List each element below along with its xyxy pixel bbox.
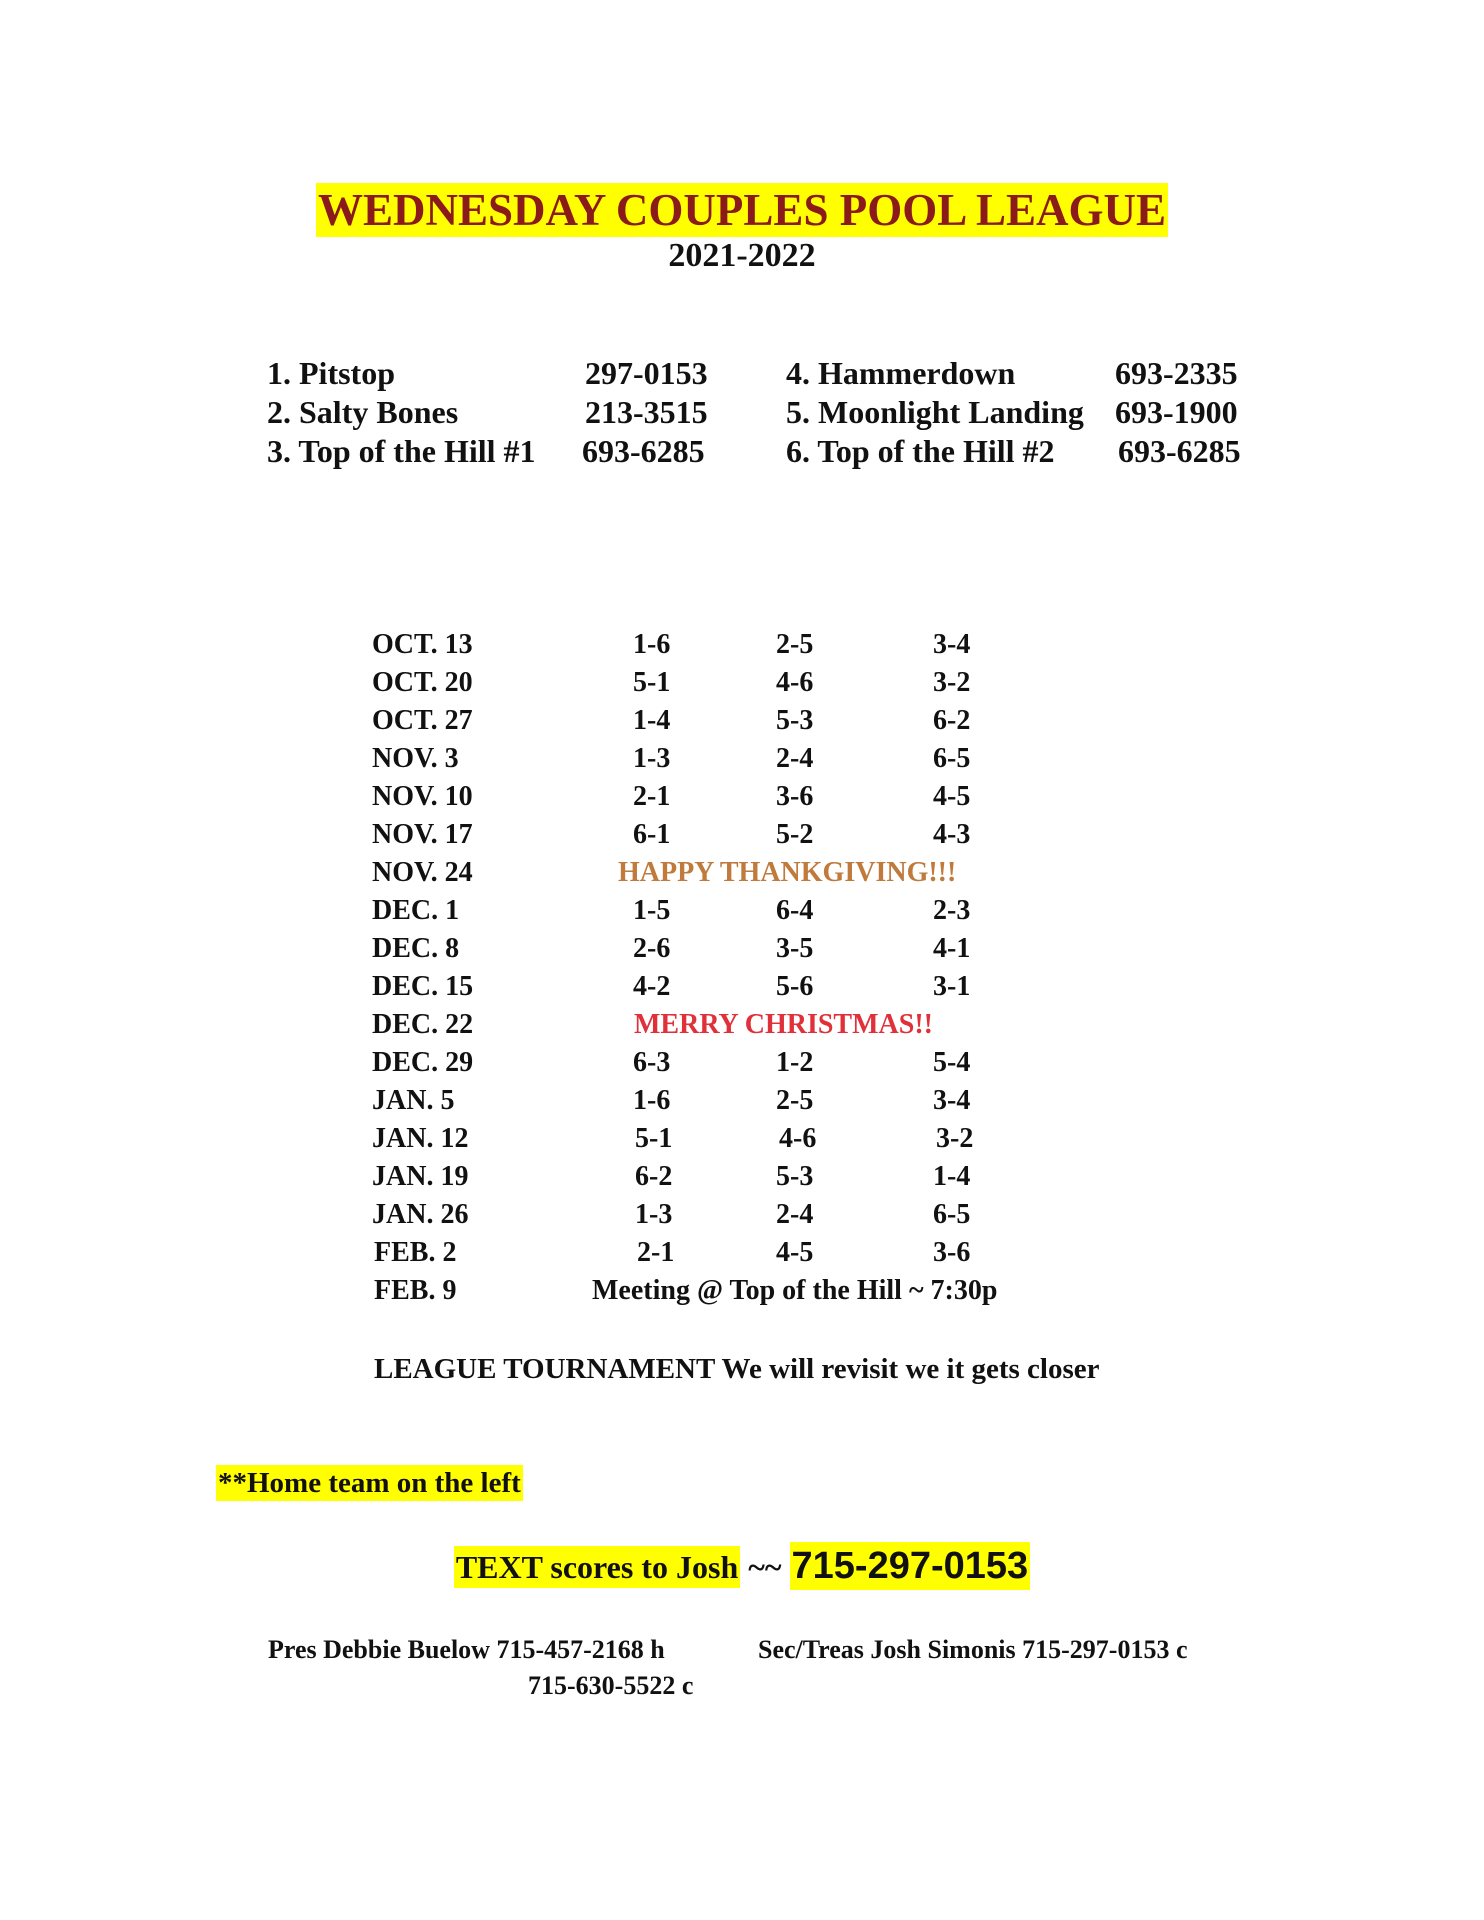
schedule-match: 6-3 (633, 1047, 671, 1078)
schedule-match: 3-6 (776, 781, 814, 812)
schedule-match: 2-3 (933, 895, 971, 926)
team-3-phone: 693-6285 (582, 433, 705, 469)
schedule-match: 1-6 (633, 1085, 671, 1116)
schedule-date: FEB. 9 (374, 1275, 457, 1306)
schedule-match: 6-5 (933, 1199, 971, 1230)
president-alt-phone: 715-630-5522 c (528, 1671, 694, 1700)
team-2-name: 2. Salty Bones (267, 394, 459, 430)
schedule-date: FEB. 2 (374, 1237, 457, 1268)
page-title-text: WEDNESDAY COUPLES POOL LEAGUE (317, 185, 1167, 235)
schedule-match: 4-5 (933, 781, 971, 812)
schedule-date: NOV. 3 (372, 743, 459, 774)
schedule-match: 2-1 (633, 781, 671, 812)
schedule-date: JAN. 19 (372, 1161, 469, 1192)
schedule-date: DEC. 22 (372, 1009, 474, 1040)
text-scores-phone: 715-297-0153 (790, 1542, 1031, 1590)
schedule-date: DEC. 29 (372, 1047, 474, 1078)
schedule-match: 5-6 (776, 971, 814, 1002)
schedule-match: 3-2 (936, 1123, 974, 1154)
schedule-date: NOV. 24 (372, 857, 473, 888)
schedule-match: 1-4 (633, 705, 671, 736)
secretary-contact: Sec/Treas Josh Simonis 715-297-0153 c (758, 1635, 1188, 1664)
thanksgiving-note: HAPPY THANKGIVING!!! (618, 857, 957, 888)
text-scores-line (0, 1544, 1484, 1589)
text-scores-label: TEXT scores to Josh (454, 1546, 740, 1588)
schedule-match: 6-4 (776, 895, 814, 926)
schedule-match: 3-4 (933, 1085, 971, 1116)
schedule-match: 6-5 (933, 743, 971, 774)
schedule-match: 4-1 (933, 933, 971, 964)
meeting-note: Meeting @ Top of the Hill ~ 7:30p (592, 1275, 998, 1306)
text-scores-separator: ~~ (748, 1549, 782, 1585)
schedule-date: OCT. 27 (372, 705, 473, 736)
team-6-name: 6. Top of the Hill #2 (786, 433, 1055, 469)
schedule-match: 2-4 (776, 1199, 814, 1230)
schedule-match: 1-6 (633, 629, 671, 660)
team-3-name: 3. Top of the Hill #1 (267, 433, 536, 469)
schedule-match: 4-5 (776, 1237, 814, 1268)
schedule-date: NOV. 17 (372, 819, 473, 850)
schedule-match: 3-4 (933, 629, 971, 660)
team-1-name: 1. Pitstop (267, 355, 395, 391)
schedule-date: OCT. 20 (372, 667, 473, 698)
schedule-match: 3-2 (933, 667, 971, 698)
team-2-phone: 213-3515 (585, 394, 708, 430)
team-4-name: 4. Hammerdown (786, 355, 1016, 391)
home-team-note (216, 1465, 523, 1501)
schedule-date: JAN. 5 (372, 1085, 455, 1116)
president-contact: Pres Debbie Buelow 715-457-2168 h (268, 1635, 665, 1664)
schedule-date: DEC. 1 (372, 895, 460, 926)
schedule-match: 1-3 (633, 743, 671, 774)
schedule-match: 1-4 (933, 1161, 971, 1192)
schedule-match: 1-5 (633, 895, 671, 926)
schedule-match: 4-6 (779, 1123, 817, 1154)
schedule-date: DEC. 15 (372, 971, 474, 1002)
schedule-match: 5-1 (635, 1123, 673, 1154)
schedule-match: 5-4 (933, 1047, 971, 1078)
schedule-match: 2-1 (637, 1237, 675, 1268)
schedule-match: 6-2 (933, 705, 971, 736)
team-5-phone: 693-1900 (1115, 394, 1238, 430)
schedule-date: JAN. 12 (372, 1123, 469, 1154)
team-6-phone: 693-6285 (1118, 433, 1241, 469)
christmas-note: MERRY CHRISTMAS!! (634, 1009, 933, 1040)
schedule-match: 3-6 (933, 1237, 971, 1268)
schedule-date: OCT. 13 (372, 629, 473, 660)
schedule-date: JAN. 26 (372, 1199, 469, 1230)
schedule-date: NOV. 10 (372, 781, 473, 812)
team-1-phone: 297-0153 (585, 355, 708, 391)
schedule-match: 2-5 (776, 629, 814, 660)
schedule-match: 2-5 (776, 1085, 814, 1116)
schedule-match: 5-1 (633, 667, 671, 698)
team-4-phone: 693-2335 (1115, 355, 1238, 391)
schedule-match: 3-1 (933, 971, 971, 1002)
schedule-match: 1-3 (635, 1199, 673, 1230)
schedule-date: DEC. 8 (372, 933, 460, 964)
schedule-match: 6-1 (633, 819, 671, 850)
tournament-note: LEAGUE TOURNAMENT We will revisit we it gets closer (374, 1353, 1100, 1385)
team-5-name: 5. Moonlight Landing (786, 394, 1084, 430)
season-year: 2021-2022 (668, 237, 816, 274)
schedule-match: 5-3 (776, 1161, 814, 1192)
schedule-match: 1-2 (776, 1047, 814, 1078)
schedule-match: 2-6 (633, 933, 671, 964)
home-team-note-text: **Home team on the left (218, 1467, 521, 1499)
schedule-match: 4-3 (933, 819, 971, 850)
schedule-match: 5-3 (776, 705, 814, 736)
schedule-match: 4-2 (633, 971, 671, 1002)
schedule-match: 6-2 (635, 1161, 673, 1192)
page-title (0, 184, 1484, 236)
schedule-match: 3-5 (776, 933, 814, 964)
schedule-match: 2-4 (776, 743, 814, 774)
schedule-match: 4-6 (776, 667, 814, 698)
schedule-match: 5-2 (776, 819, 814, 850)
